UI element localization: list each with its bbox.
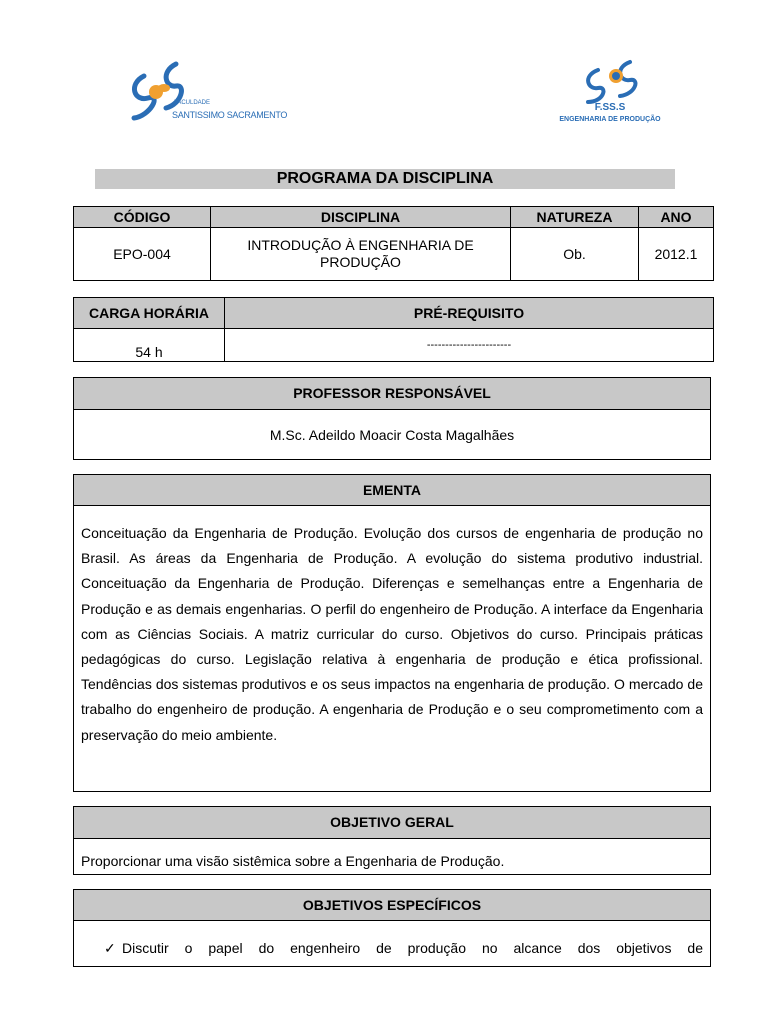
professor-section — [73, 377, 711, 460]
cell-disciplina: INTRODUÇÃO À ENGENHARIA DE PRODUÇÃO — [211, 228, 511, 281]
cell-prerequisito: ----------------------- — [225, 329, 714, 362]
objetivo-item-text: Discutir o papel do engenheiro de produção no alcance dos objetivos de — [122, 940, 703, 956]
logo-left-small-text: FACULDADE — [174, 100, 211, 106]
list-item — [74, 921, 710, 957]
check-icon: ✓ — [104, 940, 116, 956]
professor-name: M.Sc. Adeildo Moacir Costa Magalhães — [269, 427, 515, 443]
header-carga-horaria: CARGA HORÁRIA — [74, 298, 225, 329]
ementa-text: Conceituação da Engenharia de Produção. Evolução dos cursos de engenharia de produção no Brasil. As áreas da Engenharia de Produção. A evolução do sistema produtivo industrial. Conceituação da Engenharia de Produção. Diferenças e semelhanças entre a Engenharia de Produção e as demais engenharias. O perfil do engenheiro de Produção. A interface da Engenharia com as Ciências Sociais. A matriz curricular do curso. Objetivos do curso. Principais práticas pedagógicas do curso. Legislação relativa à engenharia de produção e ética profissional. Tendências dos sistemas produtivos e os seus impactos na engenharia de produção. O mercado de trabalho do engenheiro de produção. A engenharia de Produção e o seu comprometimento com a preservação do meio ambiente. — [81, 525, 703, 743]
objetivo-geral-text: Proporcionar uma visão sistêmica sobre a Engenharia de Produção. — [81, 853, 505, 869]
header-codigo: CÓDIGO — [74, 207, 211, 228]
header-ano: ANO — [639, 207, 714, 228]
cell-ano: 2012.1 — [639, 228, 714, 281]
header-disciplina: DISCIPLINA — [211, 207, 511, 228]
cell-natureza: Ob. — [511, 228, 639, 281]
cell-carga: 54 h — [74, 329, 225, 362]
logo-right-name: F.SS.S — [594, 102, 626, 113]
page-title: PROGRAMA DA DISCIPLINA — [95, 169, 675, 189]
logo-left-name: SANTISSIMO SACRAMENTO — [172, 110, 288, 120]
load-table — [73, 297, 714, 362]
ementa-header: EMENTA — [74, 475, 710, 506]
header-prerequisito: PRÉ-REQUISITO — [225, 298, 714, 329]
header-natureza: NATUREZA — [511, 207, 639, 228]
logo-right-subtitle: ENGENHARIA DE PRODUÇÃO — [559, 116, 661, 123]
professor-header: PROFESSOR RESPONSÁVEL — [74, 378, 710, 410]
objetivos-especificos-section — [73, 889, 711, 967]
course-table — [73, 206, 714, 281]
fsss-logo — [558, 58, 662, 130]
faculty-logo — [126, 58, 288, 126]
ementa-section — [73, 474, 711, 792]
fsss-swirl-icon — [558, 58, 662, 104]
objetivos-especificos-header: OBJETIVOS ESPECÍFICOS — [74, 890, 710, 921]
objetivo-geral-header: OBJETIVO GERAL — [74, 807, 710, 839]
objetivo-geral-section — [73, 806, 711, 875]
cell-codigo: EPO-004 — [74, 228, 211, 281]
